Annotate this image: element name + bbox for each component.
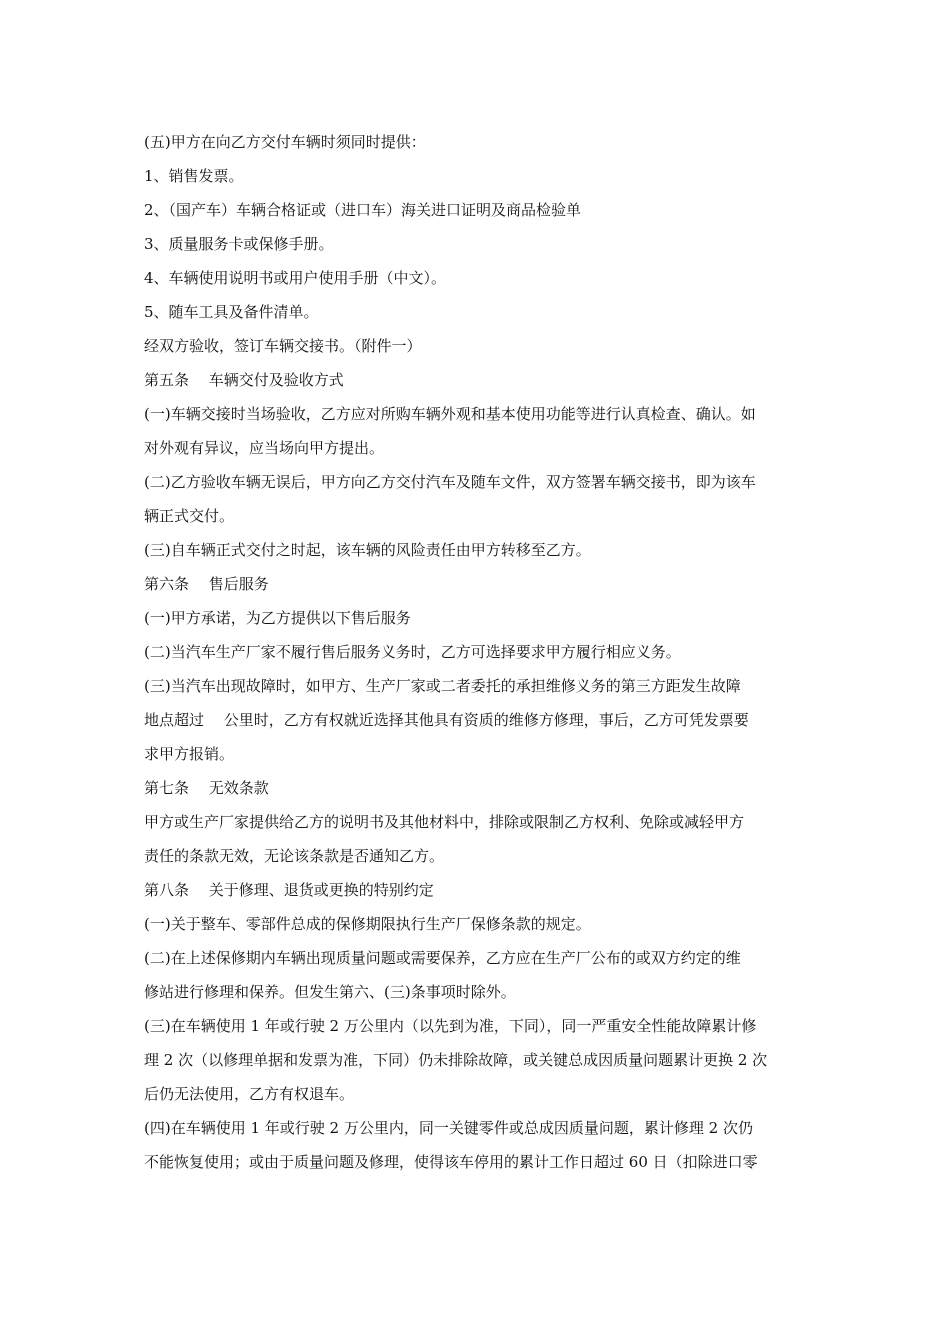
paragraph-line: 责任的条款无效，无论该条款是否通知乙方。 bbox=[144, 847, 445, 865]
paragraph-line: (三)自车辆正式交付之时起，该车辆的风险责任由甲方转移至乙方。 bbox=[144, 541, 591, 559]
paragraph-line: 后仍无法使用，乙方有权退车。 bbox=[144, 1085, 355, 1103]
article-7-heading: 第七条 无效条款 bbox=[144, 779, 269, 797]
paragraph-line: (二)在上述保修期内车辆出现质量问题或需要保养，乙方应在生产厂公布的或双方约定的维 bbox=[144, 949, 741, 967]
article-5-heading: 第五条 车辆交付及验收方式 bbox=[144, 371, 344, 389]
paragraph-line: 求甲方报销。 bbox=[144, 745, 235, 763]
document-body bbox=[144, 125, 810, 1179]
paragraph-line: 不能恢复使用；或由于质量问题及修理，使得该车停用的累计工作日超过 60 日（扣除进口零 bbox=[144, 1153, 758, 1171]
article-8-heading: 第八条 关于修理、退货或更换的特别约定 bbox=[144, 881, 434, 899]
paragraph-line: 理 2 次（以修理单据和发票为准，下同）仍未排除故障，或关键总成因质量问题累计更换 2 次 bbox=[144, 1051, 768, 1069]
paragraph-line: 修站进行修理和保养。但发生第六、(三)条事项时除外。 bbox=[144, 983, 516, 1001]
paragraph-line: (三)在车辆使用 1 年或行驶 2 万公里内（以先到为准，下同），同一严重安全性能故障累计修 bbox=[144, 1017, 757, 1035]
paragraph-line: 对外观有异议，应当场向甲方提出。 bbox=[144, 439, 385, 457]
list-item: 2、（国产车）车辆合格证或（进口车）海关进口证明及商品检验单 bbox=[144, 201, 582, 219]
paragraph-line: 甲方或生产厂家提供给乙方的说明书及其他材料中，排除或限制乙方权利、免除或减轻甲方 bbox=[144, 813, 745, 831]
list-item: 3、质量服务卡或保修手册。 bbox=[144, 235, 334, 253]
paragraph-line: 辆正式交付。 bbox=[144, 507, 235, 525]
list-item: 4、车辆使用说明书或用户使用手册（中文）。 bbox=[144, 269, 447, 287]
paragraph-line: (二)乙方验收车辆无误后，甲方向乙方交付汽车及随车文件，双方签署车辆交接书，即为该车 bbox=[144, 473, 756, 491]
paragraph-line: (三)当汽车出现故障时，如甲方、生产厂家或二者委托的承担维修义务的第三方距发生故障 bbox=[144, 677, 741, 695]
article-6-heading: 第六条 售后服务 bbox=[144, 575, 269, 593]
item-5-heading: (五)甲方在向乙方交付车辆时须同时提供： bbox=[144, 133, 426, 151]
paragraph-line: (一)关于整车、零部件总成的保修期限执行生产厂保修条款的规定。 bbox=[144, 915, 591, 933]
paragraph-line: (一)车辆交接时当场验收，乙方应对所购车辆外观和基本使用功能等进行认真检查、确认。如 bbox=[144, 405, 756, 423]
paragraph: 经双方验收，签订车辆交接书。（附件一） bbox=[144, 337, 422, 355]
list-item: 5、随车工具及备件清单。 bbox=[144, 303, 319, 321]
paragraph-line: (二)当汽车生产厂家不履行售后服务义务时，乙方可选择要求甲方履行相应义务。 bbox=[144, 643, 681, 661]
paragraph-line: (四)在车辆使用 1 年或行驶 2 万公里内，同一关键零件或总成因质量问题，累计修理 2 次仍 bbox=[144, 1119, 753, 1137]
paragraph-line: (一)甲方承诺，为乙方提供以下售后服务 bbox=[144, 609, 411, 627]
list-item: 1、销售发票。 bbox=[144, 167, 244, 185]
paragraph-line: 地点超过 公里时，乙方有权就近选择其他具有资质的维修方修理，事后，乙方可凭发票要 bbox=[144, 711, 749, 729]
